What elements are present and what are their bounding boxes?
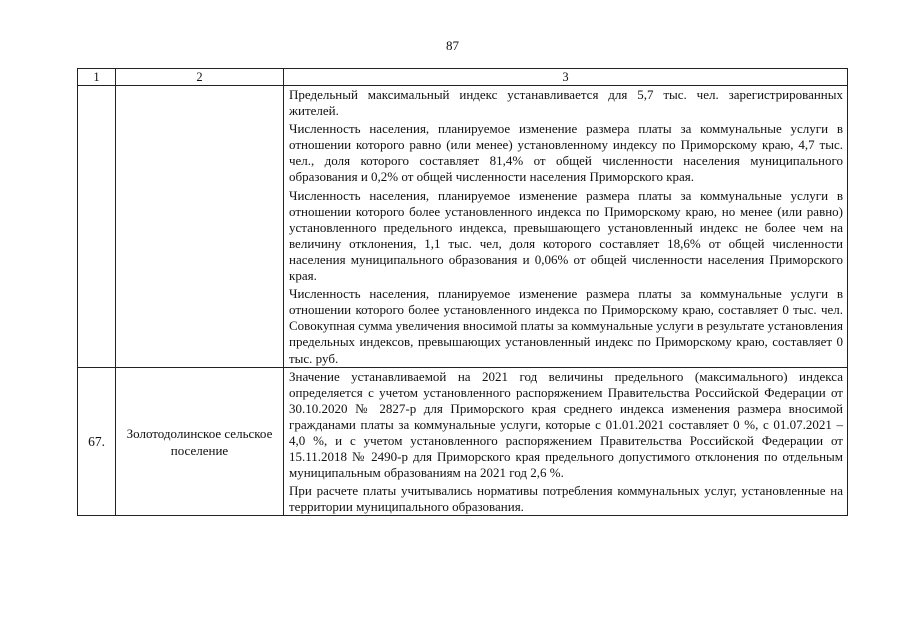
row-name-cell	[116, 86, 284, 368]
paragraph: Численность населения, планируемое изменение размера платы за коммунальные услуги в отношении которого более установленного индекса по Приморскому краю, составляет 0 тыс. чел. Совокупная сумма увеличения вносимой платы за коммунальные услуги в результате установления предельных индексов, превышающих установленный индекс по Приморскому краю, составляет 0 тыс. руб.	[289, 286, 843, 366]
table-row-continued	[78, 86, 848, 368]
paragraph: Численность населения, планируемое изменение размера платы за коммунальные услуги в отношении которого равно (или менее) установленному индексу по Приморскому краю, 4,7 тыс. чел., доля которого составляет 81,4% от общей численности населения муниципального образования и 0,2% от общей численности населения Приморского края.	[289, 121, 843, 185]
row-description-cell	[284, 86, 848, 368]
table-row-67	[78, 367, 848, 516]
column-header-2: 2	[116, 69, 284, 86]
table-header-row	[78, 69, 848, 86]
data-table	[77, 68, 848, 516]
paragraph: Значение устанавливаемой на 2021 год величины предельного (максимального) индекса определяется с учетом установленного распоряжением Правительства Российской Федерации от 30.10.2020 № 2827-р для Приморского края среднего индекса изменения размера вносимой гражданами платы за коммунальные услуги, которые с 01.01.2021 составляет 0 %, с 01.07.2021 – 4,0 %, и с учетом установленного распоряжением Правительства Российской Федерации от 15.11.2018 № 2490-р для Приморского края предельного допустимого отклонения по отдельным муниципальным образованиям на 2021 год 2,6 %.	[289, 368, 843, 481]
row-number-cell	[78, 86, 116, 368]
paragraph: Численность населения, планируемое изменение размера платы за коммунальные услуги в отношении которого более установленного индекса по Приморскому краю, но менее (или равно) установленного предельного индекса, превышающего установленный индекс не более чем на величину отклонения, 1,1 тыс. чел, доля которого составляет 18,6% от общей численности населения муниципального образования и 0,06% от общей численности населения Приморского края.	[289, 187, 843, 284]
row-description-cell	[284, 367, 848, 516]
column-header-1: 1	[78, 69, 116, 86]
page-number: 87	[446, 38, 459, 53]
row-number-cell: 67.	[78, 367, 116, 516]
column-header-3: 3	[284, 69, 848, 86]
row-name-cell: Золотодолинское сельское поселение	[116, 367, 284, 516]
paragraph: При расчете платы учитывались нормативы потребления коммунальных услуг, установленные на территории муниципального образования.	[289, 483, 843, 515]
paragraph: Предельный максимальный индекс устанавливается для 5,7 тыс. чел. зарегистрированных жителей.	[289, 87, 843, 119]
